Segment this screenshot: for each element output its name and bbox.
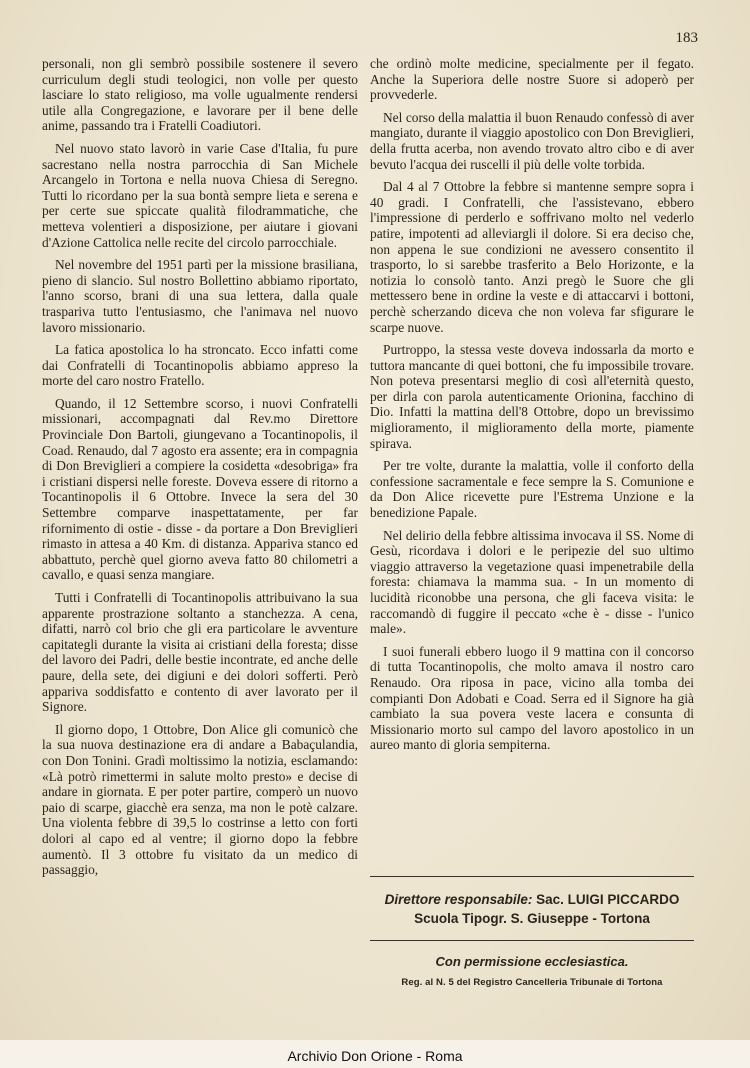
director-name: Sac. LUIGI PICCARDO: [536, 892, 680, 907]
paragraph: personali, non gli sembrò possibile sostenere il severo curriculum degli studi teologici, non volle per questo lasciare lo stato religioso, ma volle ugualmente rendersi utile alla Congregazione, e lavorare per il bene delle anime, passando tra i Fratelli Coadiutori.: [42, 56, 358, 134]
paragraph: Nel nuovo stato lavorò in varie Case d'Italia, fu pure sacrestano nella nostra parrocchia di San Michele Arcangelo in Tortona e nella nuova Chiesa di Seregno. Tutti lo ricordano per la sua bontà sempre lieta e serena e per certe sue spiccate qualità filodrammatiche, che metteva volentieri a disposizione, per aiutare i giovani d'Azione Cattolica nelle recite del circolo parrocchiale.: [42, 140, 358, 250]
director-role: Direttore responsabile:: [384, 892, 533, 907]
paragraph: Nel novembre del 1951 partì per la missione brasiliana, pieno di slancio. Sul nostro Bollettino abbiamo riportato, l'anno scorso, brani di una sua lettera, dalla quale traspariva tutto l'entusiasmo, che l'animava nel nuovo lavoro missionario.: [42, 257, 358, 335]
left-column: [42, 56, 358, 885]
paragraph: che ordinò molte medicine, specialmente per il fegato. Anche la Superiora delle nostre Suore si adoperò per provvederle.: [370, 56, 694, 103]
paragraph: Tutti i Confratelli di Tocantinopolis attribuivano la sua apparente prostrazione soltanto a stanchezza. A cena, difatti, narrò col brio che gli era particolare le avventure capitategli durante la visita ai cristiani della foresta; disse del lavoro dei Padri, delle bestie incontrate, ed anche delle paure, della sete, dei digiuni e dei dolori sofferti. Però appariva soddisfatto e contento di aver lavorato per il Signore.: [42, 590, 358, 715]
paragraph: Dal 4 al 7 Ottobre la febbre si mantenne sempre sopra i 40 gradi. I Confratelli, che l'assistevano, ebbero l'impressione di perderlo e soffrivano molto nel vederlo patire, impotenti ad alleviargli il dolore. Si era deciso che, non appena le sue condizioni ne avessero consentito il trasporto, lo si sarebbe trasferito a Belo Horizonte, e la notizia lo consolò tanto. Anzi pregò le Suore che gli mettessero bene in ordine la veste e di attaccarvi i bottoni, perchè scherzando diceva che non voleva far sfigurare le scarpe nuove.: [370, 179, 694, 335]
paragraph: Il giorno dopo, 1 Ottobre, Don Alice gli comunicò che la sua nuova destinazione era di andare a Babaçulandia, con Don Tonini. Gradì moltissimo la notizia, esclamando: «Là potrò rimettermi in salute molto presto» e decise di andare in giornata. E per poter partire, comperò un nuovo paio di scarpe, giacchè era senza, ma non le potè calzare. Una violenta febbre di 39,5 lo costrinse a letto con forti dolori al capo ed al ventre; il giorno dopo la febbre aumentò. Il 3 ottobre fu visitato da un medico di passaggio,: [42, 721, 358, 878]
paragraph: La fatica apostolica lo ha stroncato. Ecco infatti come dai Confratelli di Tocantinopolis abbiamo appreso la morte del caro nostro Fratello.: [42, 342, 358, 389]
publisher-credits: [370, 890, 694, 928]
page-number: 183: [675, 30, 698, 46]
paragraph: Quando, il 12 Settembre scorso, i nuovi Confratelli missionari, accompagnati dal Rev.mo Direttore Provinciale Don Bartoli, giungevano a Tocantinopolis, il Coad. Renaudo, dal 7 agosto era assente; era in compagnia di Don Breviglieri a compiere la cosidetta «desobriga» fra i cristiani dispersi nelle foreste. Doveva essere di ritorno a Tocantinopolis il 6 Ottobre. Invece la sera del 30 Settembre comparve inaspettatamente, per far rifornimento di ostie - disse - da portare a Don Breviglieri rimasto in attesa a 40 Km. di distanza. Appariva stanco ed abbattuto, perchè quel giorno aveva fatto 80 chilometri a cavallo, e quasi senza mangiare.: [42, 395, 358, 583]
permission-line: Con permissione ecclesiastica.: [435, 954, 629, 969]
paragraph: Purtroppo, la stessa veste doveva indossarla da morto e tuttora mancante di quei bottoni, che fu impossibile trovare. Non poteva presentarsi meglio di così all'eternità questo, per dirla con parola autenticamente Orionina, facchino di Dio. Infatti la mattina dell'8 Ottobre, dopo un brevissimo miglioramento, il miglioramento della morte, piamente spirava.: [370, 342, 694, 451]
divider-top: [370, 876, 694, 877]
right-column: [370, 56, 694, 760]
paragraph: Nel delirio della febbre altissima invocava il SS. Nome di Gesù, ricordava i dolori e le peripezie del suo ultimo viaggio attraverso la vegetazione quasi impenetrabile della foresta: chiamava la mamma sua. - In un momento di lucidità riconobbe una persona, che gli faceva visita: le raccomandò di fuggire il peccato «che è - disse - l'unico male».: [370, 527, 694, 637]
paragraph: I suoi funerali ebbero luogo il 9 mattina con il concorso di tutta Tocantinopolis, che molto amava il nostro caro Renaudo. Ora riposa in pace, vicino alla tomba dei compianti Don Adobati e Coad. Serra ed il Signore ha già cambiato la sua povera veste lacera e consunta di Missionario morto sul campo del lavoro apostolico in un aureo manto di gloria sempiterna.: [370, 643, 694, 753]
paragraph: Nel corso della malattia il buon Renaudo confessò di aver mangiato, durante il viaggio apostolico con Don Breviglieri, della frutta acerba, non avendo trovato altro cibo e di aver bevuto l'acqua dei ruscelli il più delle volte torbida.: [370, 109, 694, 172]
printer-line: Scuola Tipogr. S. Giuseppe - Tortona: [414, 911, 650, 926]
registration-line: Reg. al N. 5 del Registro Cancelleria Tribunale di Tortona: [401, 977, 663, 988]
archive-footer: Archivio Don Orione - Roma: [287, 1048, 463, 1064]
paragraph: Per tre volte, durante la malattia, volle il conforto della confessione sacramentale e fece sempre la S. Comunione e da Don Alice ricevette pure l'Estrema Unzione e la benedizione Papale.: [370, 458, 694, 521]
divider-bottom: [370, 940, 694, 941]
